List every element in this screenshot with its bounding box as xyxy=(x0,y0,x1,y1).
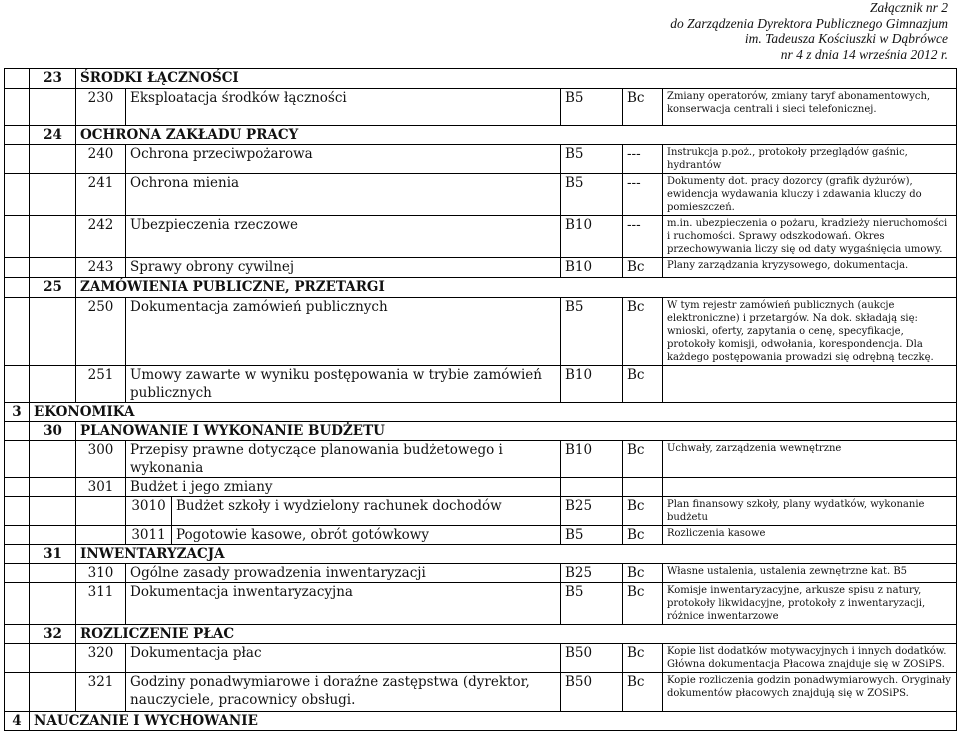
name-cell: Dokumentacja zamówień publicznych xyxy=(126,298,561,366)
note-cell: Rozliczenia kasowe xyxy=(663,526,957,545)
empty-cell xyxy=(5,497,30,526)
archive-cell: --- xyxy=(623,216,663,258)
symbol-cell: 3 xyxy=(5,403,30,422)
archive-cell: --- xyxy=(623,174,663,216)
empty-cell xyxy=(5,625,30,644)
title-cell: INWENTARYZACJA xyxy=(76,545,957,564)
table-row xyxy=(5,545,957,564)
archive-cell: Bc xyxy=(623,258,663,278)
symbol-cell: 31 xyxy=(30,545,76,564)
note-cell: Komisje inwentaryzacyjne, arkusze spisu z natury, protokoły likwidacyjne, protokoły z inwentaryzacji, różnice inwentarzowe xyxy=(663,583,957,625)
name-cell: Eksploatacja środków łączności xyxy=(126,89,561,126)
symbol-cell: 243 xyxy=(76,258,126,278)
empty-cell xyxy=(5,258,30,278)
table-row xyxy=(5,712,957,731)
archive-cell: --- xyxy=(623,145,663,174)
title-cell: ZAMÓWIENIA PUBLICZNE, PRZETARGI xyxy=(76,278,957,298)
empty-cell xyxy=(30,145,76,174)
title-cell: ŚRODKI ŁĄCZNOŚCI xyxy=(76,69,957,89)
symbol-cell: 250 xyxy=(76,298,126,366)
category-cell: B5 xyxy=(561,526,623,545)
empty-cell xyxy=(30,497,76,526)
table-row xyxy=(5,145,957,174)
header-line-3: im. Tadeusza Kościuszki w Dąbrówce xyxy=(744,31,948,46)
archive-cell: Bc xyxy=(623,89,663,126)
empty-cell xyxy=(30,366,76,403)
category-cell: B50 xyxy=(561,673,623,712)
name-cell: Budżet i jego zmiany xyxy=(126,478,561,497)
category-cell: B25 xyxy=(561,497,623,526)
note-cell: Kopie rozliczenia godzin ponadwymiarowych. Oryginały dokumentów płacowych znajdują się w ZOSiPS. xyxy=(663,673,957,712)
category-cell: B25 xyxy=(561,564,623,583)
empty-cell xyxy=(5,583,30,625)
name-cell: Dokumentacja płac xyxy=(126,644,561,673)
table-row xyxy=(5,673,957,712)
category-cell: B10 xyxy=(561,366,623,403)
table-row xyxy=(5,216,957,258)
note-cell: Plan finansowy szkoły, plany wydatków, wykonanie budżetu xyxy=(663,497,957,526)
name-cell: Ubezpieczenia rzeczowe xyxy=(126,216,561,258)
archive-cell: Bc xyxy=(623,497,663,526)
note-cell: Własne ustalenia, ustalenia zewnętrzne kat. B5 xyxy=(663,564,957,583)
symbol-cell: 311 xyxy=(76,583,126,625)
empty-cell xyxy=(30,583,76,625)
symbol-cell: 3010 xyxy=(126,497,172,526)
empty-cell xyxy=(5,126,30,145)
archive-cell: Bc xyxy=(623,673,663,712)
category-cell xyxy=(561,478,623,497)
archive-cell: Bc xyxy=(623,564,663,583)
symbol-cell: 300 xyxy=(76,441,126,478)
archive-cell: Bc xyxy=(623,644,663,673)
empty-cell xyxy=(5,644,30,673)
header-line-2: do Zarządzenia Dyrektora Publicznego Gimnazjum xyxy=(670,15,948,31)
table-row xyxy=(5,298,957,366)
symbol-cell: 24 xyxy=(30,126,76,145)
table-row xyxy=(5,69,957,89)
table-row xyxy=(5,366,957,403)
note-cell: Zmiany operatorów, zmiany taryf abonamentowych, konserwacja centrali i sieci telefonicznej. xyxy=(663,89,957,126)
empty-cell xyxy=(5,89,30,126)
document-header xyxy=(670,0,948,62)
note-cell: Kopie list dodatków motywacyjnych i innych dodatków. Główna dokumentacja Płacowa znajduje się w ZOSiPS. xyxy=(663,644,957,673)
symbol-cell: 310 xyxy=(76,564,126,583)
archive-cell xyxy=(623,478,663,497)
title-cell: ROZLICZENIE PŁAC xyxy=(76,625,957,644)
symbol-cell: 321 xyxy=(76,673,126,712)
title-cell: OCHRONA ZAKŁADU PRACY xyxy=(76,126,957,145)
table-row xyxy=(5,441,957,478)
archive-cell: Bc xyxy=(623,526,663,545)
symbol-cell: 241 xyxy=(76,174,126,216)
header-line-4: nr 4 z dnia 14 września 2012 r. xyxy=(780,46,948,62)
table-row xyxy=(5,526,957,545)
note-cell: W tym rejestr zamówień publicznych (aukcje elektroniczne) i przetargów. Na dok. składają się: wnioski, oferty, zapytania o cenę, specyfikacje, protokoły komisji, odwołania, korespondencja. Dla każdego postępowania prowadzi się odrębną teczkę. xyxy=(663,298,957,366)
note-cell: m.in. ubezpieczenia o pożaru, kradzieży nieruchomości i ruchomości. Sprawy odszkodowań. Okres przechowywania liczy się od daty wygaśnięcia umowy. xyxy=(663,216,957,258)
empty-cell xyxy=(30,174,76,216)
empty-cell xyxy=(5,216,30,258)
note-cell: Dokumenty dot. pracy dozorcy (grafik dyżurów), ewidencja wydawania kluczy i zdawania kluczy do pomieszczeń. xyxy=(663,174,957,216)
empty-cell xyxy=(30,644,76,673)
table-row xyxy=(5,422,957,441)
symbol-cell: 30 xyxy=(30,422,76,441)
note-cell xyxy=(663,366,957,403)
name-cell: Dokumentacja inwentaryzacyjna xyxy=(126,583,561,625)
symbol-cell: 23 xyxy=(30,69,76,89)
symbol-cell: 242 xyxy=(76,216,126,258)
symbol-cell: 4 xyxy=(5,712,30,731)
symbol-cell: 32 xyxy=(30,625,76,644)
table-row xyxy=(5,278,957,298)
symbol-cell: 230 xyxy=(76,89,126,126)
note-cell: Instrukcja p.poż., protokoły przeglądów gaśnic, hydrantów xyxy=(663,145,957,174)
archive-cell: Bc xyxy=(623,298,663,366)
category-cell: B10 xyxy=(561,441,623,478)
table-row xyxy=(5,478,957,497)
symbol-cell: 240 xyxy=(76,145,126,174)
empty-cell xyxy=(5,545,30,564)
name-cell: Umowy zawarte w wyniku postępowania w trybie zamówień publicznych xyxy=(126,366,561,403)
category-cell: B5 xyxy=(561,583,623,625)
table-row xyxy=(5,126,957,145)
empty-cell xyxy=(5,298,30,366)
category-cell: B5 xyxy=(561,174,623,216)
title-cell: PLANOWANIE I WYKONANIE BUDŻETU xyxy=(76,422,957,441)
table-row xyxy=(5,174,957,216)
empty-cell xyxy=(30,526,76,545)
table-row xyxy=(5,89,957,126)
empty-cell xyxy=(5,69,30,89)
empty-cell xyxy=(30,441,76,478)
empty-cell xyxy=(5,174,30,216)
name-cell: Budżet szkoły i wydzielony rachunek dochodów xyxy=(172,497,561,526)
empty-cell xyxy=(30,478,76,497)
archive-cell: Bc xyxy=(623,366,663,403)
category-cell: B5 xyxy=(561,145,623,174)
note-cell xyxy=(663,478,957,497)
name-cell: Ogólne zasady prowadzenia inwentaryzacji xyxy=(126,564,561,583)
empty-cell xyxy=(76,497,126,526)
records-table xyxy=(4,68,957,731)
empty-cell xyxy=(5,366,30,403)
table-row xyxy=(5,258,957,278)
symbol-cell: 301 xyxy=(76,478,126,497)
symbol-cell: 3011 xyxy=(126,526,172,545)
name-cell: Godziny ponadwymiarowe i doraźne zastępstwa (dyrektor, nauczyciele, pracownicy obsługi. xyxy=(126,673,561,712)
archive-cell: Bc xyxy=(623,441,663,478)
table-row xyxy=(5,403,957,422)
empty-cell xyxy=(30,673,76,712)
empty-cell xyxy=(30,298,76,366)
empty-cell xyxy=(5,673,30,712)
note-cell: Plany zarządzania kryzysowego, dokumentacja. xyxy=(663,258,957,278)
empty-cell xyxy=(5,564,30,583)
name-cell: Sprawy obrony cywilnej xyxy=(126,258,561,278)
empty-cell xyxy=(5,441,30,478)
table-row xyxy=(5,644,957,673)
empty-cell xyxy=(76,526,126,545)
category-cell: B50 xyxy=(561,644,623,673)
empty-cell xyxy=(5,278,30,298)
empty-cell xyxy=(5,145,30,174)
name-cell: Ochrona przeciwpożarowa xyxy=(126,145,561,174)
title-cell: EKONOMIKA xyxy=(30,403,957,422)
symbol-cell: 25 xyxy=(30,278,76,298)
table-row xyxy=(5,497,957,526)
note-cell: Uchwały, zarządzenia wewnętrzne xyxy=(663,441,957,478)
category-cell: B10 xyxy=(561,216,623,258)
empty-cell xyxy=(30,89,76,126)
category-cell: B5 xyxy=(561,298,623,366)
empty-cell xyxy=(5,422,30,441)
symbol-cell: 251 xyxy=(76,366,126,403)
table-row xyxy=(5,564,957,583)
table-row xyxy=(5,625,957,644)
header-line-1: Załącznik nr 2 xyxy=(869,0,948,15)
empty-cell xyxy=(5,526,30,545)
name-cell: Pogotowie kasowe, obrót gotówkowy xyxy=(172,526,561,545)
empty-cell xyxy=(5,478,30,497)
category-cell: B10 xyxy=(561,258,623,278)
symbol-cell: 320 xyxy=(76,644,126,673)
category-cell: B5 xyxy=(561,89,623,126)
name-cell: Przepisy prawne dotyczące planowania budżetowego i wykonania xyxy=(126,441,561,478)
title-cell: NAUCZANIE I WYCHOWANIE xyxy=(30,712,957,731)
name-cell: Ochrona mienia xyxy=(126,174,561,216)
archive-cell: Bc xyxy=(623,583,663,625)
empty-cell xyxy=(30,564,76,583)
empty-cell xyxy=(30,258,76,278)
empty-cell xyxy=(30,216,76,258)
table-row xyxy=(5,583,957,625)
